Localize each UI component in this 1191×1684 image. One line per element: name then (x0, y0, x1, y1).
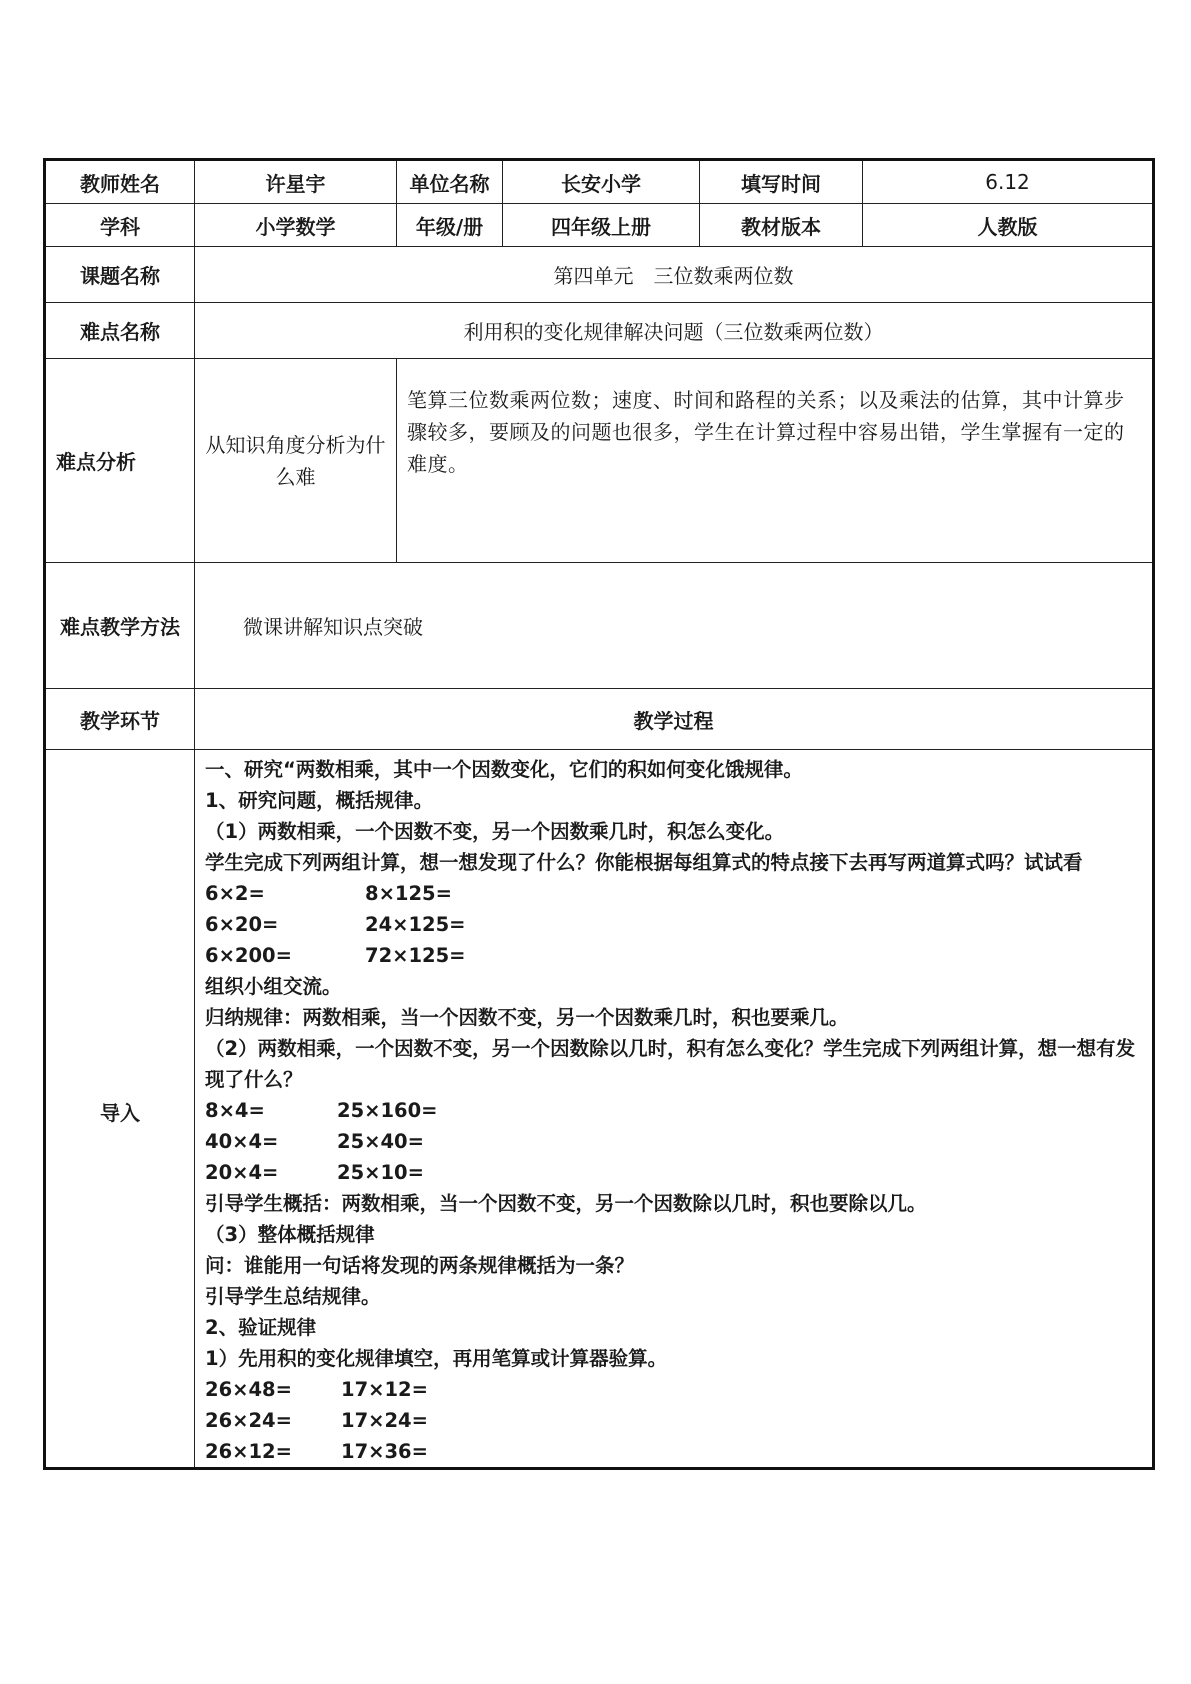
process-row (45, 750, 1154, 1469)
analysis-text: 笔算三位数乘两位数；速度、时间和路程的关系；以及乘法的估算，其中计算步骤较多，要顾及的问题也很多，学生在计算过程中容易出错，学生掌握有一定的难度。 (407, 387, 1125, 476)
analysis-label: 难点分析 (45, 359, 195, 563)
calc-row (205, 909, 1142, 940)
method-label: 难点教学方法 (45, 563, 195, 689)
process-line: 归纳规律：两数相乘，当一个因数不变，另一个因数乘几时，积也要乘几。 (205, 1006, 849, 1029)
process-line: 1）先用积的变化规律填空，再用笔算或计算器验算。 (205, 1347, 668, 1370)
lesson-plan-table (43, 158, 1155, 1470)
subject-label: 学科 (45, 204, 195, 247)
unit-label: 单位名称 (397, 160, 503, 204)
process-line: 引导学生概括：两数相乘，当一个因数不变，另一个因数除以几时，积也要除以几。 (205, 1192, 927, 1215)
difficulty-row (45, 303, 1154, 359)
date-label: 填写时间 (700, 160, 863, 204)
header-row-2 (45, 204, 1154, 247)
calc-row (205, 1126, 1142, 1157)
process-line: 引导学生总结规律。 (205, 1285, 381, 1308)
calc-expr: 26×12= (205, 1440, 292, 1463)
process-body (195, 750, 1154, 1469)
topic-value: 第四单元 三位数乘两位数 (195, 247, 1154, 303)
process-line: 组织小组交流。 (205, 975, 342, 998)
subject-value: 小学数学 (195, 204, 397, 247)
topic-label: 课题名称 (45, 247, 195, 303)
date-value: 6.12 (863, 160, 1154, 204)
calc-expr: 6×2= (205, 882, 265, 905)
calc-row (205, 940, 1142, 971)
calc-expr: 20×4= (205, 1161, 279, 1184)
process-line: （1）两数相乘，一个因数不变，另一个因数乘几时，积怎么变化。 (205, 820, 785, 843)
method-value: 微课讲解知识点突破 (195, 563, 1154, 689)
process-line: 问：谁能用一句话将发现的两条规律概括为一条？ (205, 1254, 635, 1277)
calc-expr: 8×4= (205, 1099, 265, 1122)
header-row-1 (45, 160, 1154, 204)
stage-name: 导入 (45, 750, 195, 1469)
calc-expr: 24×125= (365, 913, 466, 936)
calc-expr: 8×125= (365, 882, 452, 905)
calc-expr: 72×125= (365, 944, 466, 967)
calc-expr: 17×36= (341, 1440, 428, 1463)
calc-expr: 40×4= (205, 1130, 279, 1153)
process-line: （3）整体概括规律 (205, 1223, 375, 1246)
calc-expr: 25×40= (337, 1130, 424, 1153)
process-line: 一、研究“两数相乘，其中一个因数变化，它们的积如何变化饿规律。 (205, 758, 803, 781)
grade-label: 年级/册 (397, 204, 503, 247)
calc-row (205, 1374, 1142, 1405)
calc-expr: 25×160= (337, 1099, 438, 1122)
process-header-row (45, 689, 1154, 750)
calc-expr: 26×24= (205, 1409, 292, 1432)
calc-expr: 25×10= (337, 1161, 424, 1184)
analysis-question: 从知识角度分析为什么难 (195, 359, 397, 563)
calc-expr: 17×24= (341, 1409, 428, 1432)
process-line: 1、研究问题，概括规律。 (205, 789, 434, 812)
analysis-row (45, 359, 1154, 563)
topic-row (45, 247, 1154, 303)
calc-expr: 6×200= (205, 944, 292, 967)
difficulty-value: 利用积的变化规律解决问题（三位数乘两位数） (195, 303, 1154, 359)
calc-row (205, 1157, 1142, 1188)
process-line: 2、验证规律 (205, 1316, 317, 1339)
calc-row (205, 878, 1142, 909)
process-line: 学生完成下列两组计算，想一想发现了什么？你能根据每组算式的特点接下去再写两道算式吗？试试看 (205, 851, 1083, 874)
calc-row (205, 1436, 1142, 1467)
process-line: （2）两数相乘，一个因数不变，另一个因数除以几时，积有怎么变化？学生完成下列两组计算，想一想有发现了什么？ (205, 1037, 1136, 1091)
calc-row (205, 1095, 1142, 1126)
difficulty-label: 难点名称 (45, 303, 195, 359)
grade-value: 四年级上册 (503, 204, 700, 247)
calc-row (205, 1405, 1142, 1436)
edition-label: 教材版本 (700, 204, 863, 247)
stage-header: 教学环节 (45, 689, 195, 750)
edition-value: 人教版 (863, 204, 1154, 247)
method-row (45, 563, 1154, 689)
analysis-text-cell (397, 359, 1154, 563)
unit-value: 长安小学 (503, 160, 700, 204)
process-header: 教学过程 (195, 689, 1154, 750)
teacher-label: 教师姓名 (45, 160, 195, 204)
lesson-plan-sheet (43, 158, 1152, 1470)
calc-expr: 6×20= (205, 913, 279, 936)
calc-expr: 17×12= (341, 1378, 428, 1401)
calc-expr: 26×48= (205, 1378, 292, 1401)
teacher-value: 许星宇 (195, 160, 397, 204)
